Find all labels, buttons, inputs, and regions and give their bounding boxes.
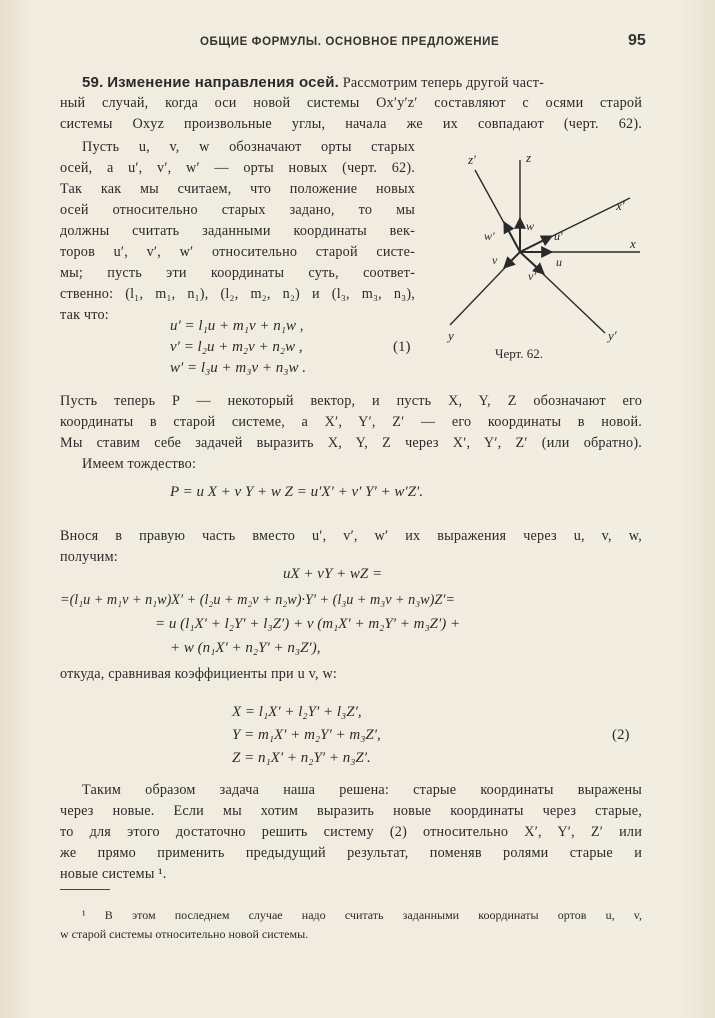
- intro-line-2: ный случай, когда оси новой системы Ox′y′z′ составляют с осями старой: [60, 95, 642, 111]
- figure-62-diagram: [440, 140, 650, 360]
- running-title: ОБЩИЕ ФОРМУЛЫ. ОСНОВНОЕ ПРЕДЛОЖЕНИЕ: [200, 36, 500, 48]
- para6-line-4: же прямо применить предыдущий результат, поменяв ролями старые и: [60, 845, 642, 861]
- para4-line-1: Внося в правую часть вместо u′, v′, w′ их выражения через u, v, w,: [60, 528, 642, 544]
- para4-line-2: получим:: [60, 549, 118, 565]
- section-title: Изменение направления осей.: [107, 74, 340, 91]
- label-y: y: [448, 328, 454, 343]
- label-y-prime: y′: [608, 328, 617, 343]
- eq2-line-1: X = l₁X′ + l₂Y′ + l₃Z′,: [232, 704, 362, 720]
- section-heading-line: [82, 72, 642, 94]
- footnote-line-1: ¹ В этом последнем случае надо считать заданными координаты ортов u, v,: [82, 908, 642, 922]
- intro-line-3: системы Oxyz произвольные углы, начала же их совпадают (черт. 62).: [60, 116, 642, 132]
- para1-line-9: так что:: [60, 307, 109, 323]
- para6-line-3: то для этого достаточно решить систему (2) относительно X′, Y′, Z′ или: [60, 824, 642, 840]
- para2-line-1: Пусть теперь P — некоторый вектор, и пусть X, Y, Z обозначают его: [60, 393, 642, 409]
- para6-line-2: через новые. Если мы хотим выразить новые координаты через старые,: [60, 803, 642, 819]
- eq1-line-2: v′ = l₂u + m₂v + n₂w ,: [170, 339, 303, 355]
- vector-v: [504, 252, 520, 268]
- para6-line-5: новые системы ¹.: [60, 866, 167, 882]
- vector-u-prime: [520, 236, 552, 252]
- label-z-prime: z′: [468, 152, 476, 167]
- eq1-line-1: u′ = l₁u + m₁v + n₁w ,: [170, 318, 304, 334]
- para1-line-7: мы; пусть эти координаты суть, соответ-: [60, 265, 415, 281]
- vector-w-prime: [504, 222, 520, 252]
- para1-line-8: ственно: (l₁, m₁, n₁), (l₂, m₂, n₂) и (l₃, m₃, n₃),: [60, 286, 415, 302]
- eq-identity: P = u X + v Y + w Z = u′X′ + v′ Y′ + w′Z′.: [170, 484, 424, 500]
- figure-caption: Черт. 62.: [495, 346, 544, 361]
- label-x: x: [630, 236, 636, 251]
- label-z: z: [526, 150, 532, 165]
- para2-line-2: координаты в старой системе, а X′, Y′, Z′ — его координаты в новой.: [60, 414, 642, 430]
- eq1-number: (1): [393, 339, 411, 355]
- para1-line-6: торов u′, v′, w′ относительно старой систе-: [60, 244, 415, 260]
- eq2-line-2: Y = m₁X′ + m₂Y′ + m₃Z′,: [232, 727, 381, 743]
- eq-expand-line-2: =(l₁u + m₁v + n₁w)X′ + (l₂u + m₂v + n₂w)·Y′ + (l₃u + m₃v + n₃w)Z′=: [60, 592, 455, 608]
- para5: откуда, сравнивая коэффициенты при u v, w:: [60, 666, 338, 682]
- para1-line-1: Пусть u, v, w обозначают орты старых: [82, 139, 415, 155]
- footnote-line-2: w старой системы относительно новой системы.: [60, 927, 309, 941]
- page-number: 95: [628, 32, 646, 49]
- eq-expand-line-4: + w (n₁X′ + n₂Y′ + n₃Z′),: [170, 640, 321, 656]
- para1-line-2: осей, а u′, v′, w′ — орты новых (черт. 62).: [60, 160, 415, 176]
- eq2-number: (2): [612, 727, 630, 743]
- para1-line-3: Так как мы считаем, что положение новых: [60, 181, 415, 197]
- para2-line-3: Мы ставим себе задачей выразить X, Y, Z через X′, Y′, Z′ (или обратно).: [60, 435, 642, 451]
- eq-expand-line-3: = u (l₁X′ + l₂Y′ + l₃Z′) + v (m₁X′ + m₂Y′ + m₃Z′) +: [155, 616, 461, 632]
- label-v-prime: v′: [528, 269, 536, 283]
- eq2-line-3: Z = n₁X′ + n₂Y′ + n₃Z′.: [232, 750, 371, 766]
- eq1-line-3: w′ = l₃u + m₃v + n₃w .: [170, 360, 306, 376]
- section-number: 59.: [82, 74, 104, 91]
- para1-line-5: должны считать заданными координаты век-: [60, 223, 415, 239]
- label-w-prime: w′: [484, 229, 495, 243]
- eq-expand-line-1: uX + vY + wZ =: [283, 566, 383, 582]
- label-v: v: [492, 253, 498, 267]
- intro-line-1: Рассмотрим теперь другой част-: [342, 75, 545, 91]
- para6-line-1: Таким образом задача наша решена: старые координаты выражены: [82, 782, 642, 798]
- label-u: u: [556, 255, 562, 269]
- para1-line-4: осей относительно старых задано, то мы: [60, 202, 415, 218]
- footnote-divider: [60, 889, 110, 890]
- para3: Имеем тождество:: [82, 456, 197, 472]
- label-x-prime: x′: [616, 198, 625, 213]
- label-u-prime: u′: [554, 229, 563, 243]
- label-w: w: [526, 219, 535, 233]
